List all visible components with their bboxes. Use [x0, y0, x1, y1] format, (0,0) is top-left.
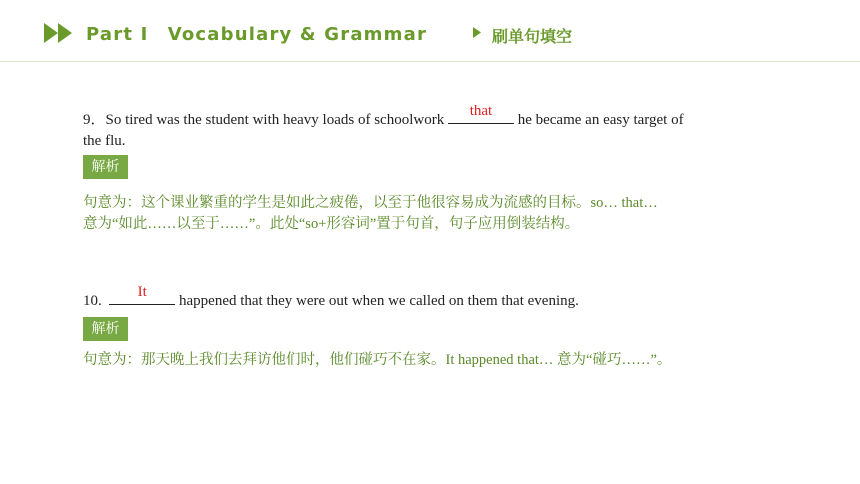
section-title: 刷单句填空	[492, 27, 573, 46]
explanation-9-line-1: 句意为：这个课业繁重的学生是如此之疲倦，以至于他很容易成为流感的目标。so… that…	[83, 195, 658, 211]
question-9-line-1	[83, 105, 684, 132]
fast-forward-icon	[44, 22, 74, 44]
header-divider	[0, 61, 860, 62]
question-9-explanation	[83, 193, 743, 235]
question-10-explanation	[83, 350, 743, 371]
slide-header	[0, 0, 860, 62]
part-title: Part Ⅰ Vocabulary & Grammar	[86, 24, 428, 45]
question-10-answer: It	[137, 284, 147, 300]
question-10-blank	[109, 286, 175, 305]
analysis-tag-10: 解析	[83, 317, 128, 341]
play-triangle-icon	[473, 27, 481, 38]
question-10-number: 10.	[83, 293, 110, 309]
question-10-text-suffix: happened that they were out when we called on them that evening.	[175, 293, 579, 309]
explanation-9-line-2: 意为“如此……以至于……”。此处“so+形容词”置于句首，句子应用倒装结构。	[83, 216, 580, 232]
question-9-answer: that	[469, 103, 493, 119]
explanation-10-line-1: 句意为：那天晚上我们去拜访他们时，他们碰巧不在家。It happened that… 意为“碰巧……”。	[83, 352, 672, 368]
analysis-tag-9: 解析	[83, 155, 128, 179]
question-9-line-2: the flu.	[83, 133, 126, 149]
question-9-text-suffix: he became an easy target of	[513, 112, 684, 128]
question-9-text-prefix: 9．So tired was the student with heavy loads of schoolwork	[83, 112, 448, 128]
question-10-line	[83, 286, 579, 313]
question-9-blank	[448, 105, 514, 124]
